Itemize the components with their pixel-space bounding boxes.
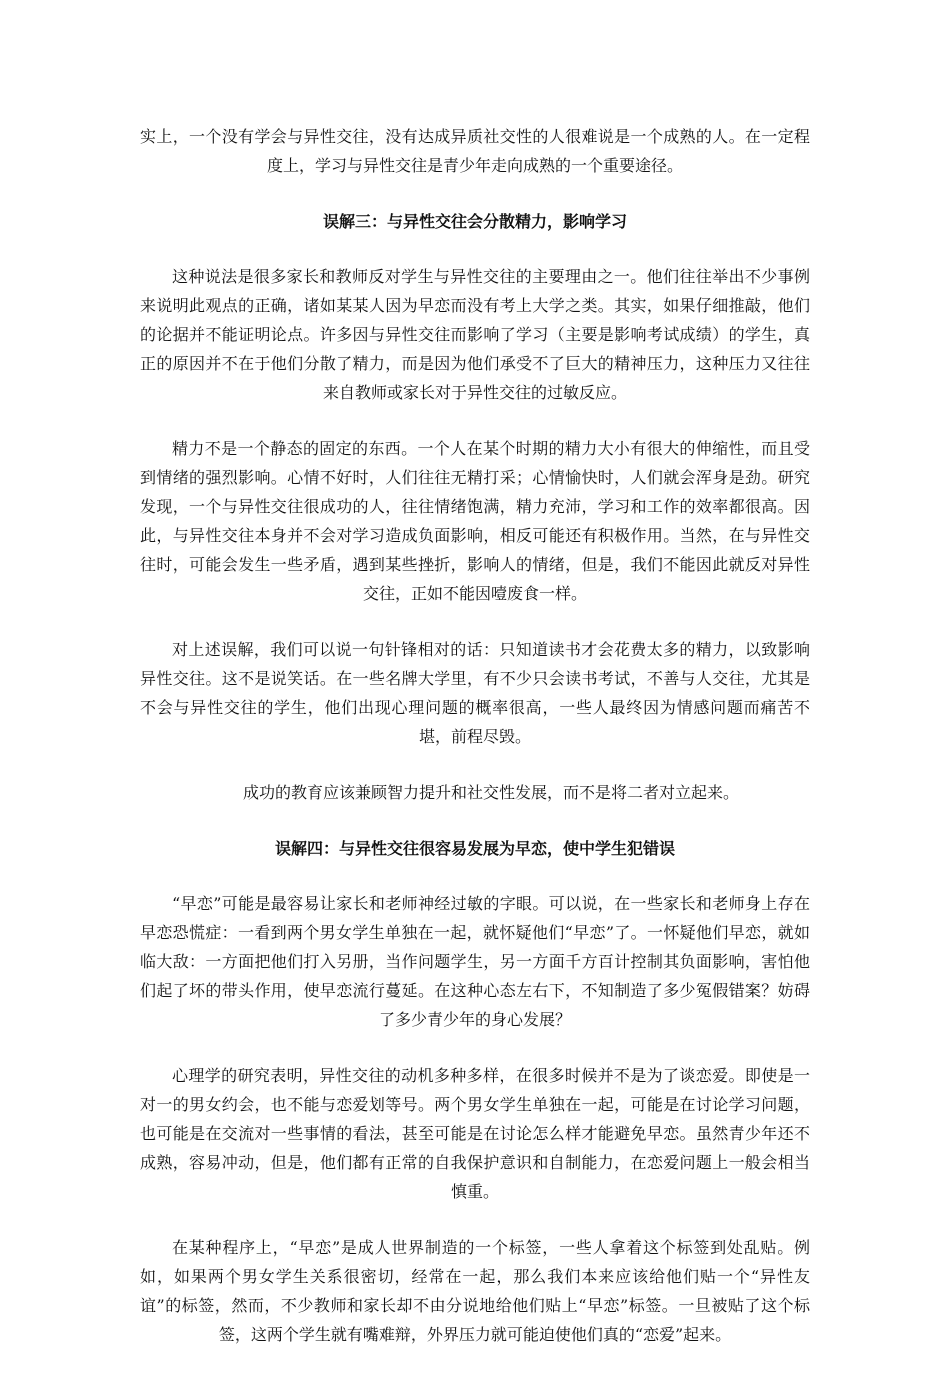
paragraph: 精力不是一个静态的固定的东西。一个人在某个时期的精力大小有很大的伸缩性，而且受到情绪的强烈影响。心情不好时，人们往往无精打采；心情愉快时，人们就会浑身是劲。研究发现，一个与异性交往很成功的人，往往情绪饱满，精力充沛，学习和工作的效率都很高。因此，与异性交往本身并不会对学习造成负面影响，相反可能还有积极作用。当然，在与异性交往时，可能会发生一些矛盾，遇到某些挫折，影响人的情绪，但是，我们不能因此就反对异性交往，正如不能因噎废食一样。 (140, 439, 810, 603)
paragraph: 成功的教育应该兼顾智力提升和社交性发展，而不是将二者对立起来。 (242, 783, 739, 802)
section-heading: 误解四：与异性交往很容易发展为早恋，使中学生犯错误 (274, 839, 675, 858)
paragraph: 心理学的研究表明，异性交往的动机多种多样，在很多时候并不是为了谈恋爱。即使是一对一的男女约会，也不能与恋爱划等号。两个男女学生单独在一起，可能是在讨论学习问题，也可能是在交流对一些事情的看法，甚至可能是在讨论怎么样才能避免早恋。虽然青少年还不成熟，容易冲动，但是，他们都有正常的自我保护意识和自制能力，在恋爱问题上一般会相当慎重。 (140, 1066, 810, 1201)
paragraph: 实上，一个没有学会与异性交往，没有达成异质社交性的人很难说是一个成熟的人。在一定程度上，学习与异性交往是青少年走向成熟的一个重要途径。 (140, 127, 810, 175)
paragraph: 这种说法是很多家长和教师反对学生与异性交往的主要理由之一。他们往往举出不少事例来说明此观点的正确，诸如某某人因为早恋而没有考上大学之类。其实，如果仔细推敲，他们的论据并不能证明论点。许多因与异性交往而影响了学习（主要是影响考试成绩）的学生，真正的原因并不在于他们分散了精力，而是因为他们承受不了巨大的精神压力，这种压力又往往来自教师或家长对于异性交往的过敏反应。 (140, 267, 810, 402)
document-body (140, 122, 810, 1376)
paragraph: “早恋”可能是最容易让家长和老师神经过敏的字眼。可以说，在一些家长和老师身上存在早恋恐慌症：一看到两个男女学生单独在一起，就怀疑他们“早恋”了。一怀疑他们早恋，就如临大敌：一方面把他们打入另册，当作问题学生，另一方面千方百计控制其负面影响，害怕他们起了坏的带头作用，使早恋流行蔓延。在这种心态左右下，不知制造了多少冤假错案？妨碍了多少青少年的身心发展？ (140, 894, 810, 1029)
paragraph: 对上述误解，我们可以说一句针锋相对的话：只知道读书才会花费太多的精力，以致影响异性交往。这不是说笑话。在一些名牌大学里，有不少只会读书考试，不善与人交往，尤其是不会与异性交往的学生，他们出现心理问题的概率很高，一些人最终因为情感问题而痛苦不堪，前程尽毁。 (140, 640, 810, 746)
paragraph: 在某种程序上，“早恋”是成人世界制造的一个标签，一些人拿着这个标签到处乱贴。例如，如果两个男女学生关系很密切，经常在一起，那么我们本来应该给他们贴一个“异性友谊”的标签，然而，不少教师和家长却不由分说地给他们贴上“早恋”标签。一旦被贴了这个标签，这两个学生就有嘴难辩，外界压力就可能迫使他们真的“恋爱”起来。 (140, 1238, 810, 1344)
section-heading: 误解三：与异性交往会分散精力，影响学习 (322, 212, 627, 231)
